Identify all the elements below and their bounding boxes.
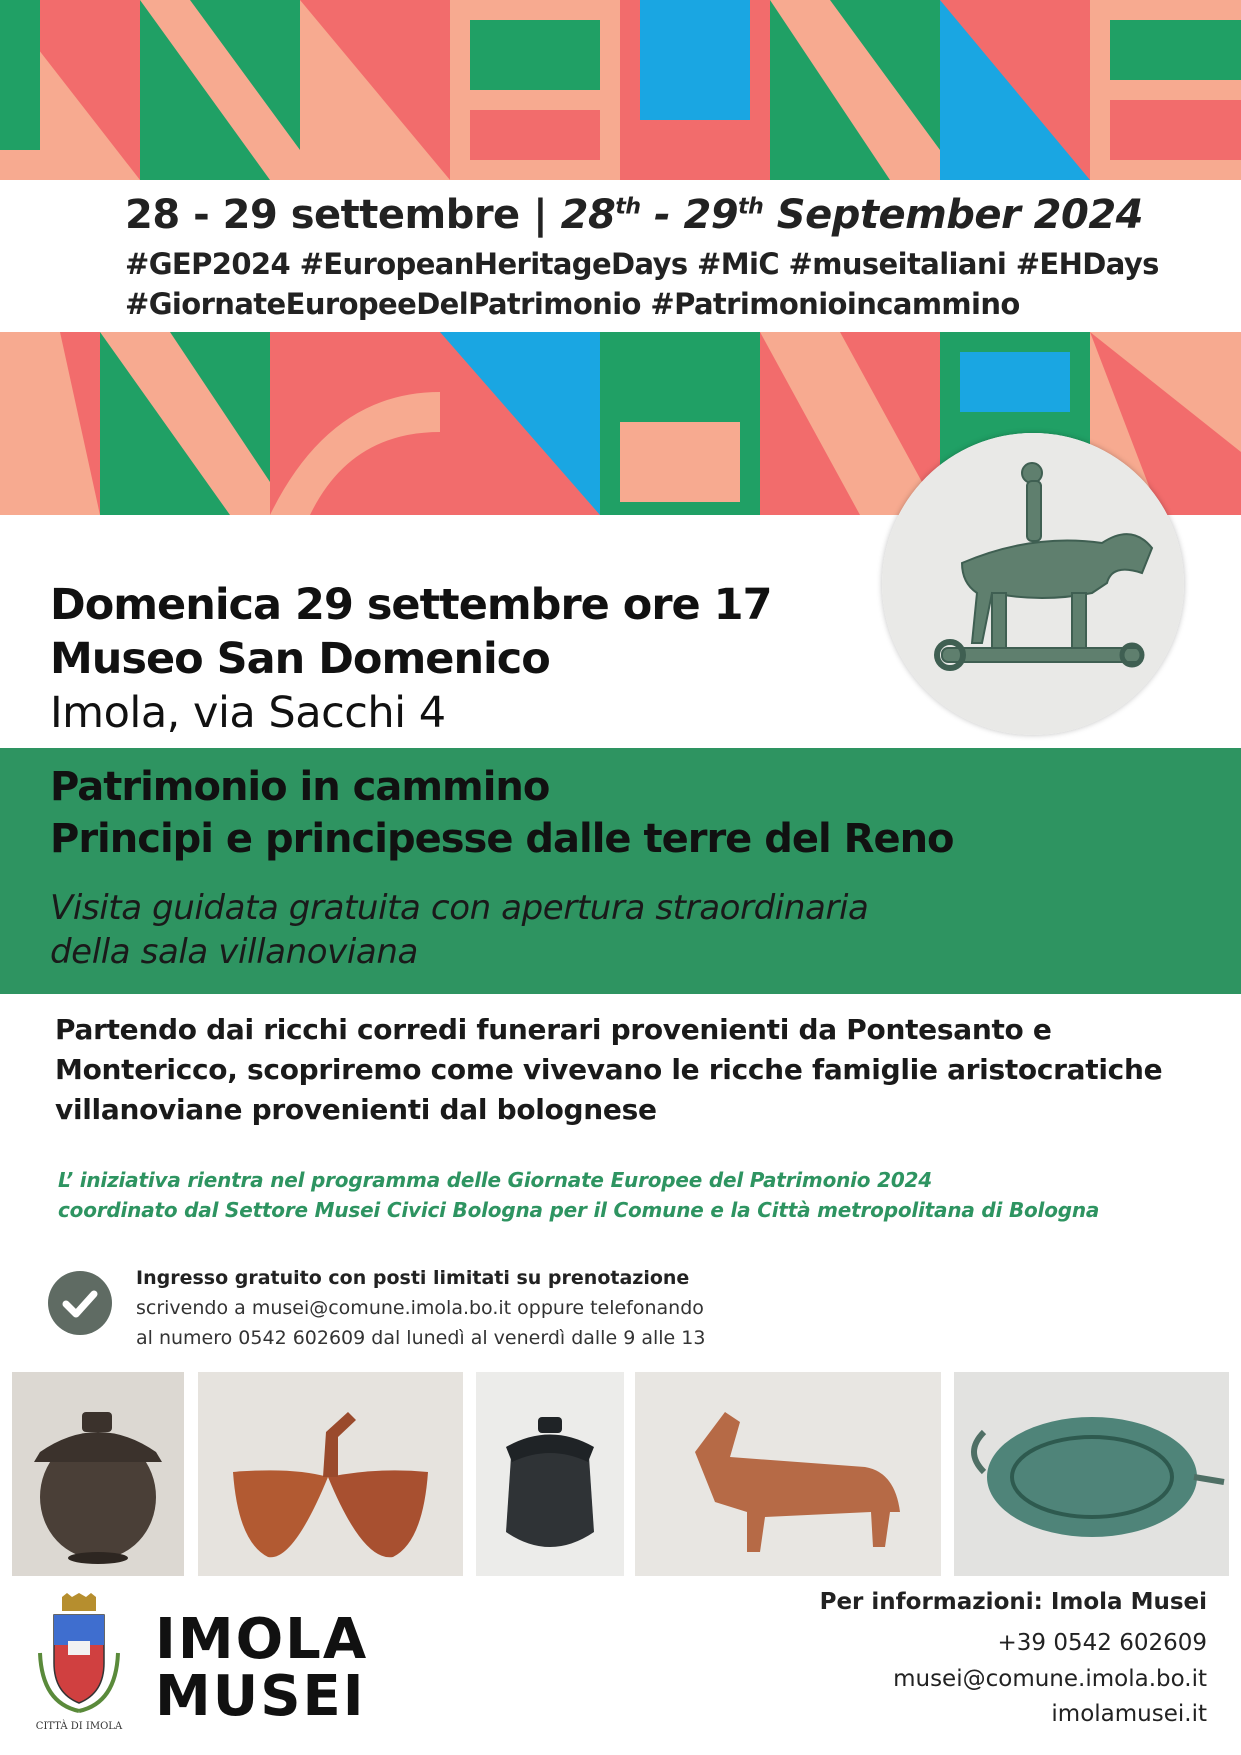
imola-crest-icon bbox=[30, 1593, 128, 1719]
program-title-1: Patrimonio in cammino bbox=[50, 764, 550, 810]
info-website[interactable]: imolamusei.it bbox=[1051, 1701, 1207, 1727]
event-description bbox=[55, 1010, 1205, 1130]
black-jar-photo bbox=[476, 1372, 624, 1576]
crest-caption: CITTÀ DI IMOLA bbox=[35, 1721, 123, 1732]
description-line-3: villanoviane provenienti dal bolognese bbox=[55, 1093, 657, 1126]
description-line-1: Partendo dai ricchi corredi funerari provenienti da Pontesanto e bbox=[55, 1013, 1052, 1046]
event-address: Imola, via Sacchi 4 bbox=[50, 688, 446, 738]
program-subtitle-1: Visita guidata gratuita con apertura straordinaria bbox=[50, 888, 869, 928]
info-title: Per informazioni: Imola Musei bbox=[819, 1589, 1207, 1615]
entry-title: Ingresso gratuito con posti limitati su prenotazione bbox=[136, 1267, 690, 1289]
bronze-fibula-photo bbox=[954, 1372, 1229, 1576]
terracotta-animal-photo bbox=[635, 1372, 941, 1576]
initiative-note-line-2: coordinato dal Settore Musei Civici Bologna per il Comune e la Città metropolitana di Bologna bbox=[58, 1198, 1100, 1222]
top-pattern-band bbox=[0, 0, 1241, 180]
hashtags-line-2: #GiornateEuropeeDelPatrimonio #Patrimonioincammino bbox=[125, 287, 1020, 321]
event-date-time: Domenica 29 settembre ore 17 bbox=[50, 580, 772, 630]
description-line-2: Montericco, scopriremo come vivevano le ricche famiglie aristocratiche bbox=[55, 1053, 1163, 1086]
info-email[interactable]: musei@comune.imola.bo.it bbox=[893, 1666, 1207, 1692]
program-title-2: Principi e principesse dalle terre del Reno bbox=[50, 816, 954, 862]
dates-box bbox=[0, 180, 1241, 332]
hashtags-line-1: #GEP2024 #EuropeanHeritageDays #MiC #museitaliani #EHDays bbox=[125, 247, 1159, 281]
urn-photo bbox=[12, 1372, 184, 1576]
logo-musei: MUSEI bbox=[155, 1664, 366, 1729]
entry-line-1: scrivendo a musei@comune.imola.bo.it oppure telefonando bbox=[136, 1297, 704, 1319]
program-subtitle-2: della sala villanoviana bbox=[50, 932, 418, 972]
dates-italian: 28 - 29 settembre | bbox=[125, 192, 548, 238]
horse-rider-bronze-photo bbox=[882, 433, 1184, 735]
event-venue: Museo San Domenico bbox=[50, 634, 550, 684]
info-phone: +39 0542 602609 bbox=[997, 1630, 1207, 1656]
check-icon bbox=[48, 1271, 112, 1335]
event-info bbox=[50, 578, 772, 740]
entry-line-2: al numero 0542 602609 dal lunedì al venerdì dalle 9 alle 13 bbox=[136, 1327, 706, 1349]
logo-imola: IMOLA bbox=[155, 1607, 369, 1672]
dates-english: 28th - 29th September 2024 bbox=[560, 192, 1143, 238]
twin-bowls-photo bbox=[198, 1372, 463, 1576]
initiative-note-line-1: L’ iniziativa rientra nel programma delle Giornate Europee del Patrimonio 2024 bbox=[58, 1168, 932, 1192]
program-box bbox=[0, 748, 1241, 994]
dates-line bbox=[125, 192, 1143, 238]
